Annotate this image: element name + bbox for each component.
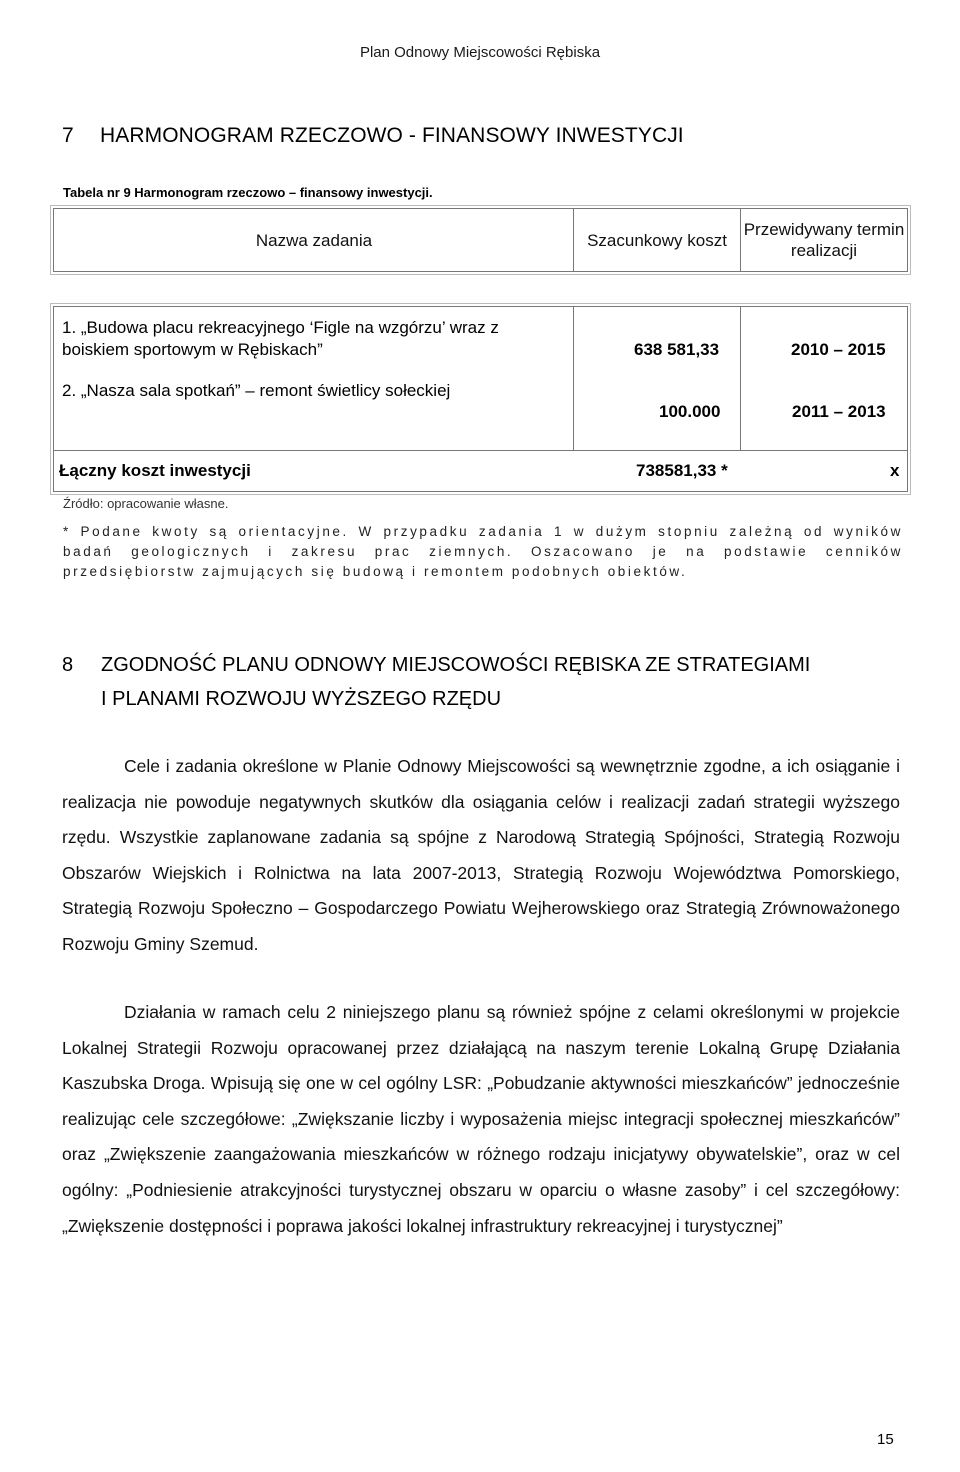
- table-header: [53, 208, 908, 272]
- table-body: [53, 306, 908, 492]
- column-divider: [573, 307, 574, 450]
- total-row-divider: [54, 450, 907, 451]
- total-cost: 738581,33 *: [636, 461, 728, 480]
- header-planned-term: Przewidywany termin realizacji: [743, 220, 905, 260]
- column-divider: [740, 307, 741, 450]
- row-2-cost: 100.000: [659, 402, 721, 421]
- section-title-line1: ZGODNOŚĆ PLANU ODNOWY MIEJSCOWOŚCI RĘBISKA ZE STRATEGIAMI: [101, 654, 811, 676]
- page-number: 15: [877, 1431, 894, 1448]
- row-2-name: 2. „Nasza sala spotkań” – remont świetlicy sołeckiej: [62, 381, 451, 400]
- section-number: 8: [62, 654, 74, 676]
- source-note: Źródło: opracowanie własne.: [63, 496, 229, 511]
- header-task-name: Nazwa zadania: [255, 230, 373, 250]
- total-term: x: [890, 461, 900, 480]
- section-title-text: HARMONOGRAM RZECZOWO - FINANSOWY INWESTYCJI: [100, 124, 684, 147]
- row-1-name-line1: 1. „Budowa placu rekreacyjnego ‘Figle na wzgórzu’ wraz z: [62, 318, 499, 337]
- section-title-line2: I PLANAMI ROZWOJU WYŻSZEGO RZĘDU: [101, 688, 502, 710]
- section-number: 7: [62, 124, 74, 147]
- running-header: Plan Odnowy Miejscowości Rębiska: [359, 44, 601, 61]
- total-label: Łączny koszt inwestycji: [59, 461, 251, 480]
- section-7-heading: [62, 124, 684, 148]
- body-paragraph-1: Cele i zadania określone w Planie Odnowy Miejscowości są wewnętrznie zgodne, a ich osiąganie i realizacja nie powoduje negatywnych skutków dla osiągania celów i realizacji zadań strategii wyższego rzędu. Wszystkie zaplanowane zadania są spójne z Narodową Strategią Spójności, Strategią Rozwoju Obszarów Wiejskich i Rolnictwa na lata 2007-2013, Strategią Rozwoju Województwa Pomorskiego, Strategią Rozwoju Społeczno – Gospodarczego Powiatu Wejherowskiego oraz Strategią Zrównoważonego Rozwoju Gminy Szemud.: [62, 756, 900, 954]
- table-caption: Tabela nr 9 Harmonogram rzeczowo – finansowy inwestycji.: [63, 185, 433, 200]
- row-1-term: 2010 – 2015: [791, 340, 886, 359]
- section-8-heading: [62, 648, 810, 716]
- row-2-term: 2011 – 2013: [792, 402, 886, 421]
- row-1-cost: 638 581,33: [634, 340, 720, 359]
- row-1-name-line2: boiskiem sportowym w Rębiskach”: [62, 340, 323, 359]
- cost-footnote: * Podane kwoty są orientacyjne. W przypadku zadania 1 w dużym stopniu zależną od wyników badań geologicznych i zakresu prac ziemnych. Oszacowano je na podstawie cenników przedsiębiorstw zajmujących się budową i remontem podobnych obiektów.: [63, 524, 903, 579]
- body-paragraph-2: Działania w ramach celu 2 niniejszego planu są również spójne z celami określonymi w projekcie Lokalnej Strategii Rozwoju opracowanej przez działającą na naszym terenie Lokalną Grupę Działania Kaszubska Droga. Wpisują się one w cel ogólny LSR: „Pobudzanie aktywności mieszkańców” jednocześnie realizując cele szczegółowe: „Zwiększanie liczby i wyposażenia miejsc integracji społecznej mieszkańców” oraz „Zwiększenie zaangażowania mieszkańców w różnego rodzaju inicjatywy obywatelskie”, oraz w cel ogólny: „Podniesienie atrakcyjności turystycznej obszaru w oparciu o własne zasoby” i cel szczegółowy: „Zwiększenie dostępności i poprawa jakości lokalnej infrastruktury rekreacyjnej i turystycznej”: [62, 1002, 900, 1236]
- header-estimated-cost: Szacunkowy koszt: [587, 230, 727, 250]
